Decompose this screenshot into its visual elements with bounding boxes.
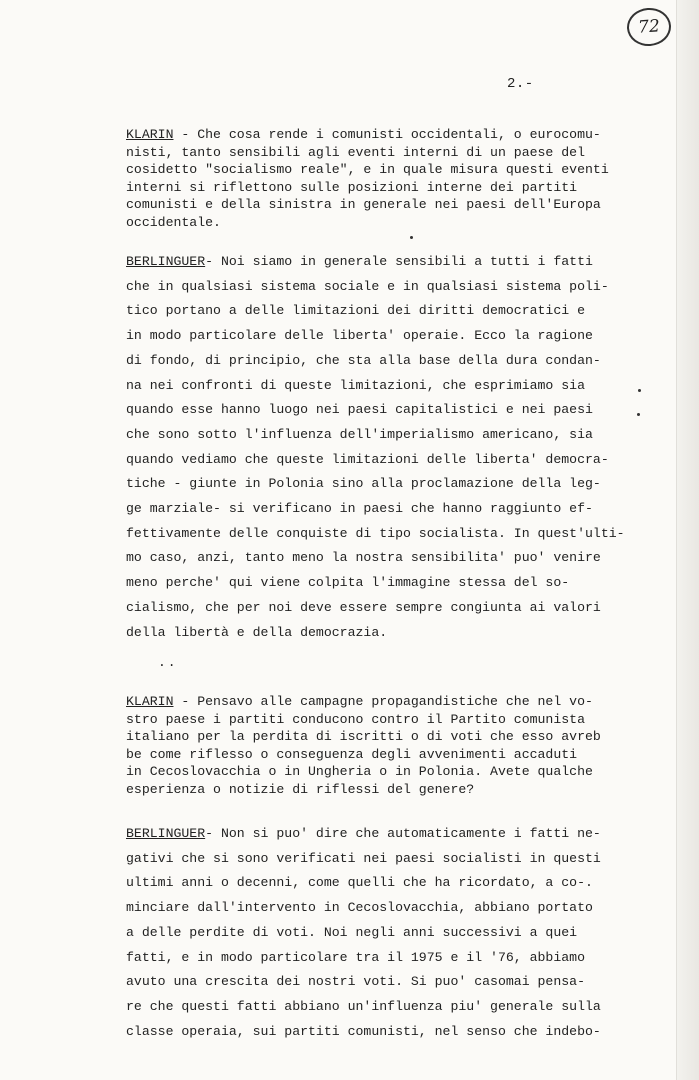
speaker-name: KLARIN [126, 694, 174, 709]
margin-dot [410, 236, 413, 239]
page-edge [676, 0, 699, 1080]
page-stamp: 72 [626, 7, 673, 48]
paragraph-text [126, 126, 636, 231]
margin-dot [637, 413, 640, 416]
paragraph-berlinguer-answer-2 [126, 822, 636, 1044]
speaker-name: BERLINGUER [126, 826, 206, 841]
paragraph-body: - Pensavo alle campagne propagandistiche che nel vo- stro paese i partiti conducono contro il Partito comunista italiano per la perdita di iscritti o di voti che esso avreb be come riflesso o conseguenza degli avvenimenti accaduti in Cecoslovacchia o in Ungheria o in Polonia. Avete qualche esperienza o notizie di riflessi del genere? [126, 694, 601, 797]
speaker-name: KLARIN [126, 127, 174, 142]
paragraph-klarin-question-1 [126, 126, 636, 231]
page-number: 2.- [507, 76, 534, 92]
paragraph-body: - Che cosa rende i comunisti occidentali, o eurocomu- nisti, tanto sensibili agli eventi interni di un paese del cosidetto "socialismo reale", e in quale misura questi eventi interni si riflettono sulle posizioni interne dei partiti comunisti e della sinistra in generale nei paesi dell'Europa occidentale. [126, 127, 609, 230]
margin-dot [638, 389, 641, 392]
paragraph-body: - Non si puo' dire che automaticamente i fatti ne- gativi che si sono verificati nei paesi socialisti in questi ultimi anni o decenni, come quelli che ha ricordato, a co-. minciare dall'intervento in Cecoslovacchia, abbiano portato a delle perdite di voti. Noi negli anni successivi a quei fatti, e in modo particolare tra il 1975 e il '76, abbiamo avuto una crescita dei nostri voti. Si puo' casomai pensa- re che questi fatti abbiano un'influenza piu' generale sulla classe operaia, sui partiti comunisti, nel senso che indebo- [126, 826, 601, 1039]
paragraph-text [126, 822, 636, 1044]
paragraph-text [126, 250, 636, 645]
paragraph-klarin-question-2 [126, 693, 636, 798]
paragraph-text [126, 693, 636, 798]
paragraph-berlinguer-answer-1 [126, 250, 636, 645]
paragraph-body: - Noi siamo in generale sensibili a tutti i fatti che in qualsiasi sistema sociale e in qualsiasi sistema poli- tico portano a delle limitazioni dei diritti democratici e in modo particolare delle liberta' operaie. Ecco la ragione di fondo, di principio, che sta alla base della dura condan- na nei confronti di queste limitazioni, che esprimiamo sia quando esse hanno luogo nei paesi capitalistici e nei paesi che sono sotto l'influenza dell'imperialismo americano, sia quando vediamo che queste limitazioni delle liberta' democra- tiche - giunte in Polonia sino alla proclamazione della leg- ge marziale- si verificano in paesi che hanno raggiunto ef- fettivamente delle conquiste di tipo socialista. In quest'ulti- mo caso, anzi, tanto meno la nostra sensibilita' puo' venire meno perche' qui viene colpita l'immagine stessa del so- cialismo, che per noi deve essere sempre congiunta ai valori della libertà e della democrazia. [126, 254, 625, 640]
speaker-name: BERLINGUER [126, 254, 206, 269]
margin-mark: .. [158, 655, 178, 670]
